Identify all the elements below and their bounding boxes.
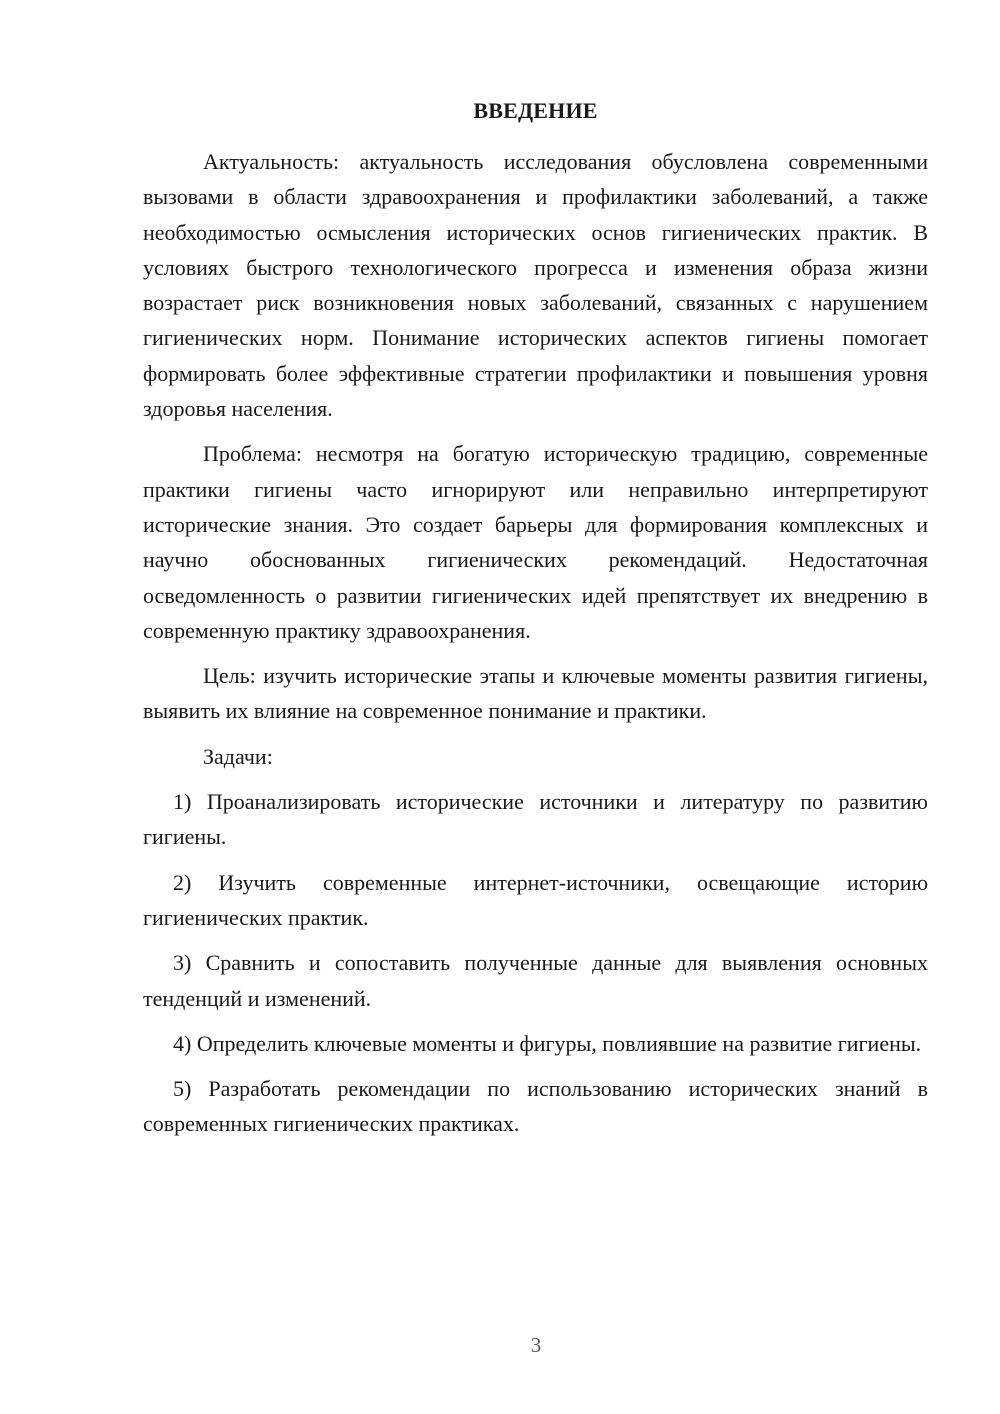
document-page	[143, 96, 928, 1152]
paragraph-relevance: Актуальность: актуальность исследования обусловлена современными вызовами в области здравоохранения и профилактики заболеваний, а также необходимостью осмысления исторических основ гигиенических практик. В условиях быстрого технологического прогресса и изменения образа жизни возрастает риск возникновения новых заболеваний, связанных с нарушением гигиенических норм. Понимание исторических аспектов гигиены помогает формировать более эффективные стратегии профилактики и повышения уровня здоровья населения.	[143, 149, 928, 422]
task-item: 3) Сравнить и сопоставить полученные данные для выявления основных тенденций и изменений.	[143, 950, 928, 1011]
task-item: 1) Проанализировать исторические источники и литературу по развитию гигиены.	[143, 789, 928, 850]
tasks-heading: Задачи:	[203, 743, 273, 769]
page-number: 3	[530, 1333, 542, 1357]
page-title: ВВЕДЕНИЕ	[473, 98, 598, 123]
task-item: 2) Изучить современные интернет-источники, освещающие историю гигиенических практик.	[143, 869, 928, 930]
task-item: 5) Разработать рекомендации по использованию исторических знаний в современных гигиенических практиках.	[143, 1076, 928, 1137]
paragraph-goal: Цель: изучить исторические этапы и ключевые моменты развития гигиены, выявить их влияние на современное понимание и практики.	[143, 663, 928, 724]
task-item: 4) Определить ключевые моменты и фигуры, повлиявшие на развитие гигиены.	[173, 1030, 922, 1056]
paragraph-problem: Проблема: несмотря на богатую историческую традицию, современные практики гигиены часто игнорируют или неправильно интерпретируют исторические знания. Это создает барьеры для формирования комплексных и научно обоснованных гигиенических рекомендаций. Недостаточная осведомленность о развитии гигиенических идей препятствует их внедрению в современную практику здравоохранения.	[143, 441, 928, 643]
